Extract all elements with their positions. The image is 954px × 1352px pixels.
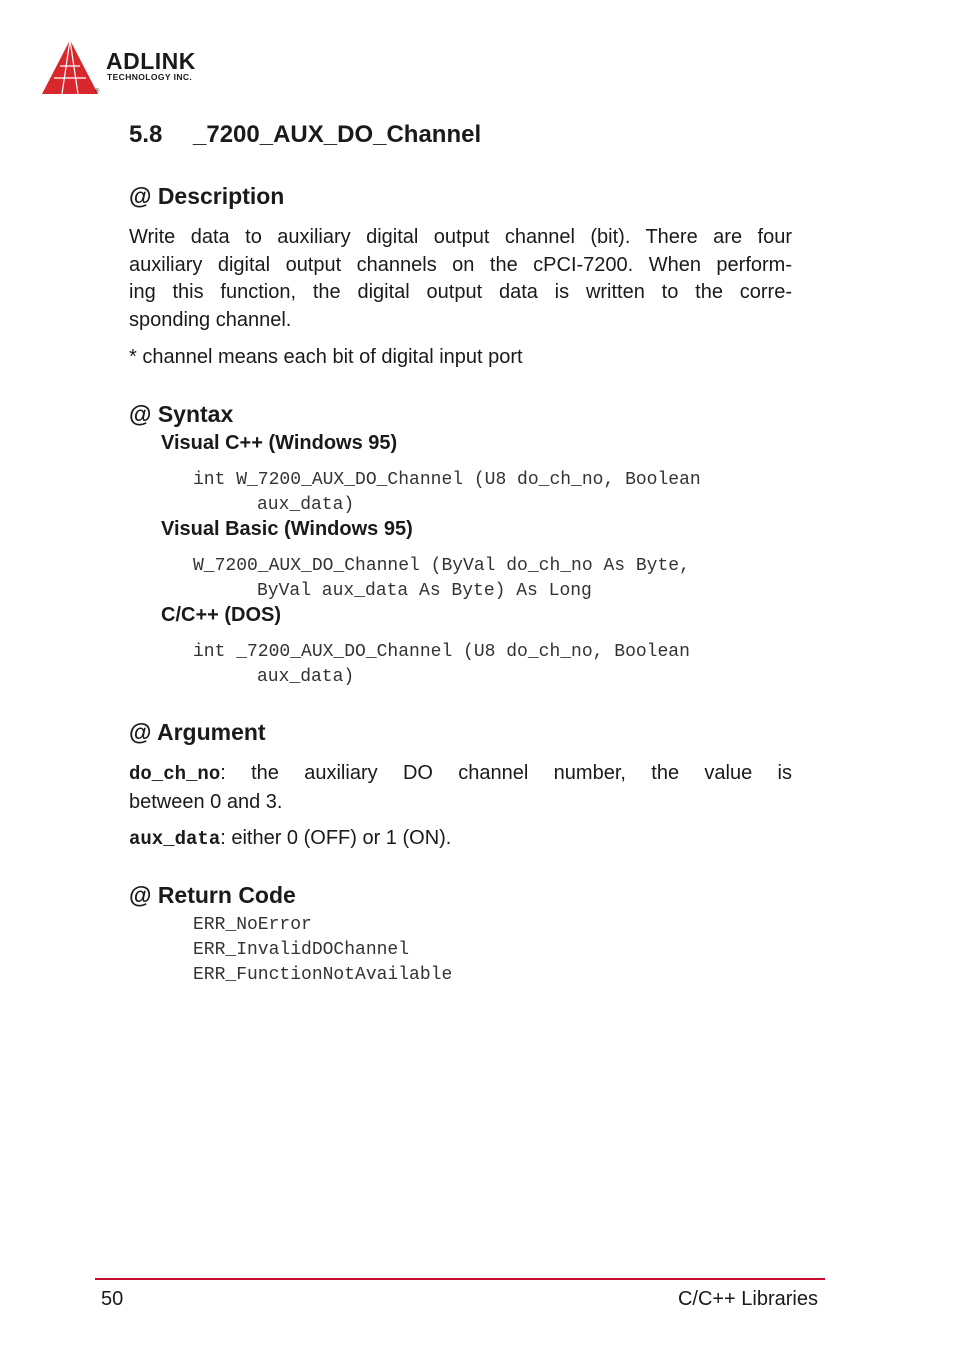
description-line: Write data to auxiliary digital output channel (bit). There are four bbox=[129, 226, 792, 248]
logo-subtitle: TECHNOLOGY INC. bbox=[107, 72, 193, 82]
code-line: W_7200_AUX_DO_Channel (ByVal do_ch_no As Byte, bbox=[193, 556, 690, 576]
logo-name: ADLINK bbox=[106, 48, 196, 74]
description-paragraph bbox=[129, 224, 792, 334]
argument-line: between 0 and 3. bbox=[129, 790, 283, 813]
return-code-heading: @ Return Code bbox=[129, 882, 296, 908]
syntax-code-vcpp bbox=[193, 468, 701, 518]
argument-line bbox=[129, 760, 792, 789]
syntax-heading: @ Syntax bbox=[129, 401, 234, 427]
code-line: aux_data) bbox=[257, 495, 355, 515]
argument-aux-data bbox=[129, 825, 792, 854]
description-line: ing this function, the digital output data is written to the corre- bbox=[129, 281, 792, 303]
syntax-label-vcpp: Visual C++ (Windows 95) bbox=[161, 432, 398, 454]
syntax-label-dos: C/C++ (DOS) bbox=[161, 604, 282, 626]
description-note: * channel means each bit of digital input port bbox=[129, 346, 523, 368]
code-line: ByVal aux_data As Byte) As Long bbox=[257, 581, 592, 601]
description-line: auxiliary digital output channels on the cPCI-7200. When perform- bbox=[129, 253, 792, 276]
return-code: ERR_FunctionNotAvailable bbox=[193, 965, 453, 985]
syntax-label-vb: Visual Basic (Windows 95) bbox=[161, 518, 413, 540]
argument-do-ch-no bbox=[129, 760, 792, 816]
footer-rule bbox=[95, 1278, 825, 1280]
registered-mark: ® bbox=[95, 89, 100, 95]
page-number: 50 bbox=[101, 1288, 124, 1310]
return-code: ERR_NoError bbox=[193, 915, 312, 935]
code-line: aux_data) bbox=[257, 667, 355, 687]
return-code-list bbox=[193, 913, 452, 988]
argument-heading: @ Argument bbox=[129, 719, 266, 745]
section-number: 5.8 bbox=[129, 121, 163, 148]
argument-text: : the auxiliary DO channel number, the value is bbox=[220, 762, 792, 784]
syntax-code-dos bbox=[193, 640, 690, 690]
description-heading: @ Description bbox=[129, 183, 285, 209]
section-name: _7200_AUX_DO_Channel bbox=[193, 121, 482, 148]
adlink-triangle-icon bbox=[40, 38, 102, 98]
code-line: int W_7200_AUX_DO_Channel (U8 do_ch_no, Boolean bbox=[193, 470, 701, 490]
argument-text: : either 0 (OFF) or 1 (ON). bbox=[220, 827, 452, 849]
syntax-code-vb bbox=[193, 554, 690, 604]
chapter-title: C/C++ Libraries bbox=[677, 1288, 818, 1310]
code-line: int _7200_AUX_DO_Channel (U8 do_ch_no, Boolean bbox=[193, 642, 690, 662]
return-code: ERR_InvalidDOChannel bbox=[193, 940, 410, 960]
argument-name: do_ch_no bbox=[129, 763, 221, 785]
argument-name: aux_data bbox=[129, 828, 221, 850]
description-line: sponding channel. bbox=[129, 308, 292, 331]
section-title bbox=[129, 121, 481, 150]
